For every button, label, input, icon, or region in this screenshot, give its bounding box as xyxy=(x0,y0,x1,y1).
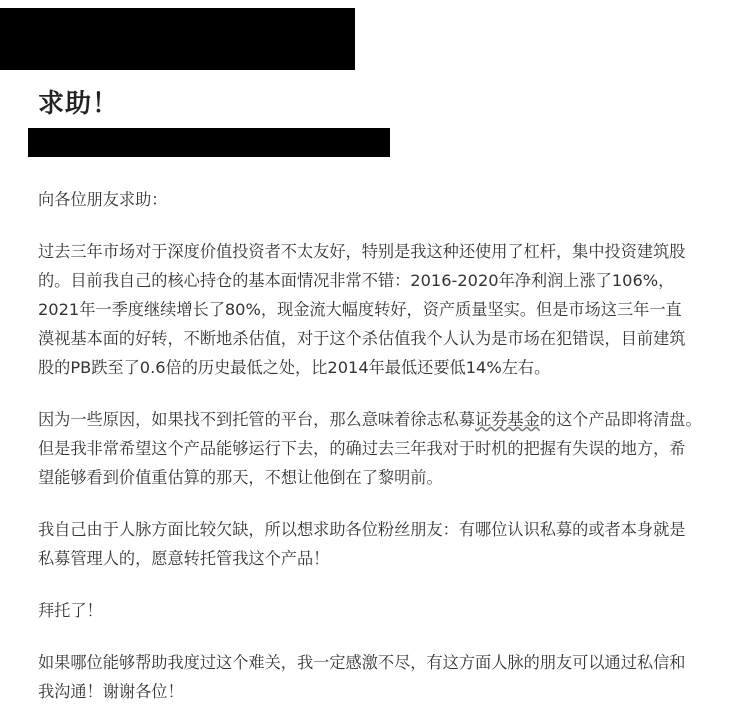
paragraph-thanks: 如果哪位能够帮助我度过这个难关，我一定感激不尽，有这方面人脉的朋友可以通过私信和 我沟通！谢谢各位！ xyxy=(38,653,686,701)
paragraph-please: 拜托了！ xyxy=(38,601,103,620)
redaction-bar-top xyxy=(0,8,355,70)
underlined-term: 证券基金 xyxy=(475,410,540,429)
greeting-paragraph: 向各位朋友求助： xyxy=(38,190,168,209)
paragraph-market-situation: 过去三年市场对于深度价值投资者不太友好，特别是我这种还使用了杠杆，集中投资建筑股 的。目前我自己的核心持仓的基本面情况非常不错：2016-2020年净利润上涨了106%， 2021年一季度继续增长了80%，现金流大幅度转好，资产质量坚实。但是市场这三年一直 漠视基本面的好转，不断地杀估值，对于这个杀估值我个人认为是市场在犯错误，目前建筑 股的PB跌至了0.6倍的历史最低之处，比2014年最低还要低14%左右。 xyxy=(38,242,686,377)
redaction-bar-byline xyxy=(28,128,390,157)
paragraph-ask-followers: 我自己由于人脉方面比较欠缺，所以想求助各位粉丝朋友：有哪位认识私募的或者本身就是 私募管理人的，愿意转托管我这个产品！ xyxy=(38,520,686,568)
paragraph-text-after: 的这个产品即将清盘。 但是我非常希望这个产品能够运行下去，的确过去三年我对于时机的把握有失误的地方，希 望能够看到价值重估算的那天，不想让他倒在了黎明前。 xyxy=(38,410,702,487)
page-title: 求助！ xyxy=(38,89,120,119)
paragraph-text-before: 因为一些原因，如果找不到托管的平台，那么意味着徐志私募 xyxy=(38,410,476,429)
article-body xyxy=(38,185,728,706)
paragraph-custody-request xyxy=(38,405,728,492)
